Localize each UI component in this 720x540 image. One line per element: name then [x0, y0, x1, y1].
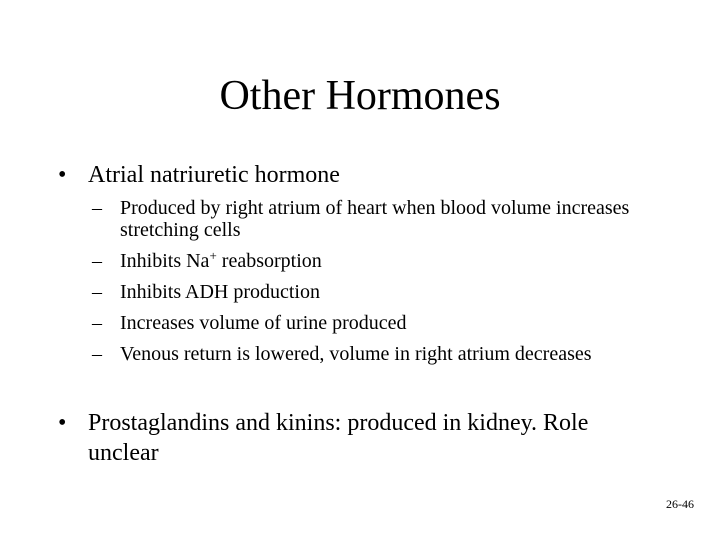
bullet-text: Prostaglandins and kinins: produced in kidney. Role unclear — [88, 410, 589, 466]
dash-marker: – — [92, 197, 102, 219]
sub-bullet-inhibits-na — [92, 250, 652, 272]
bullet-marker: • — [58, 410, 67, 436]
sub-bullet-produced — [92, 197, 652, 241]
bullet-prostaglandins — [58, 408, 638, 468]
sub-bullet-text-after: reabsorption — [216, 250, 322, 272]
sub-bullet-venous-return — [92, 343, 652, 365]
sub-bullet-urine-volume — [92, 312, 652, 334]
sub-bullet-text: Venous return is lowered, volume in right atrium decreases — [120, 343, 592, 365]
sub-bullet-inhibits-adh — [92, 281, 652, 303]
sub-bullet-text-before: Inhibits Na — [120, 250, 210, 272]
sub-bullet-text: Inhibits ADH production — [120, 281, 320, 303]
bullet-text: Atrial natriuretic hormone — [88, 162, 340, 188]
sodium-superscript: + — [209, 248, 217, 263]
page-number: 26-46 — [666, 497, 694, 511]
bullet-atrial-natriuretic — [58, 160, 698, 190]
sub-bullet-text: Increases volume of urine produced — [120, 312, 407, 334]
slide-title: Other Hormones — [219, 73, 501, 119]
bullet-marker: • — [58, 162, 67, 188]
dash-marker: – — [92, 343, 102, 365]
dash-marker: – — [92, 281, 102, 303]
sub-bullet-text: Produced by right atrium of heart when blood volume increases stretching cells — [120, 197, 630, 241]
sub-bullet-list — [92, 197, 652, 374]
dash-marker: – — [92, 250, 102, 272]
dash-marker: – — [92, 312, 102, 334]
